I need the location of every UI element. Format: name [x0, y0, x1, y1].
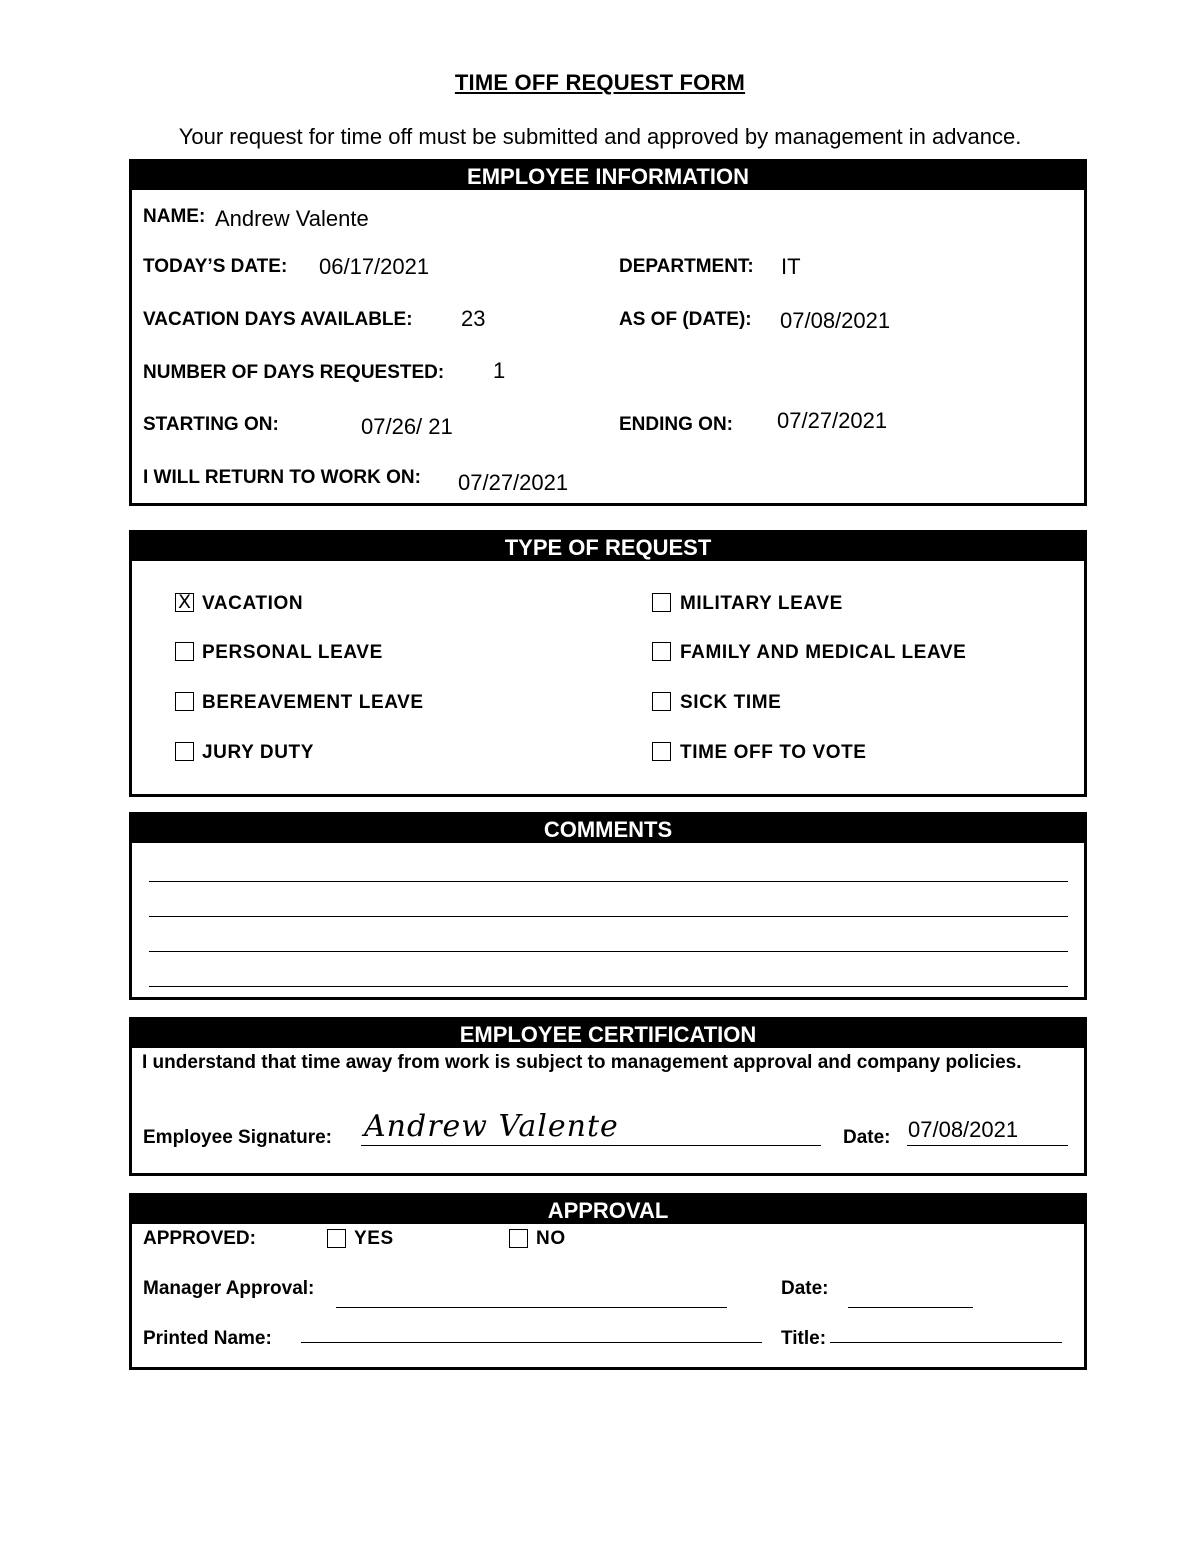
days-requested-value[interactable]: 1 — [493, 358, 506, 383]
title-label: Title: — [781, 1328, 827, 1349]
employee-information-heading: EMPLOYEE INFORMATION — [132, 162, 1084, 190]
vacation-days-value[interactable]: 23 — [461, 306, 486, 331]
approved-yes-label: YES — [354, 1228, 394, 1249]
approval-date-label: Date: — [781, 1278, 829, 1299]
ending-on-label: ENDING ON: — [619, 414, 733, 435]
request-type-heading: TYPE OF REQUEST — [132, 533, 1084, 561]
return-to-work-value[interactable]: 07/27/2021 — [458, 470, 569, 495]
intro-text: Your request for time off must be submitted and approved by management in advance. — [178, 124, 1022, 149]
time-off-to-vote-option-label: TIME OFF TO VOTE — [680, 742, 867, 763]
bereavement-leave-option-label: BEREAVEMENT LEAVE — [202, 692, 424, 713]
approval-heading: APPROVAL — [132, 1196, 1084, 1224]
approval-date-line[interactable] — [848, 1307, 973, 1308]
sick-time-option-label: SICK TIME — [680, 692, 782, 713]
signature-line — [361, 1145, 821, 1146]
name-value[interactable]: Andrew Valente — [215, 206, 369, 231]
personal-leave-option-label: PERSONAL LEAVE — [202, 642, 383, 663]
comments-section[interactable] — [129, 812, 1087, 1000]
approved-no-label: NO — [536, 1228, 566, 1249]
todays-date-value[interactable]: 06/17/2021 — [319, 254, 430, 279]
certification-date-label: Date: — [843, 1127, 891, 1148]
vacation-option-label: VACATION — [202, 593, 304, 614]
todays-date-label: TODAY’S DATE: — [143, 256, 288, 277]
as-of-label: AS OF (DATE): — [619, 309, 752, 330]
form-title: TIME OFF REQUEST FORM — [454, 70, 746, 95]
jury-duty-option-label: JURY DUTY — [202, 742, 315, 763]
comment-line — [149, 881, 1068, 882]
check-mark-icon: X — [177, 591, 192, 613]
return-to-work-label: I WILL RETURN TO WORK ON: — [143, 467, 421, 488]
certification-heading: EMPLOYEE CERTIFICATION — [132, 1020, 1084, 1048]
as-of-value[interactable]: 07/08/2021 — [780, 308, 891, 333]
ending-on-value[interactable]: 07/27/2021 — [777, 408, 888, 433]
comments-heading: COMMENTS — [132, 815, 1084, 843]
days-requested-label: NUMBER OF DAYS REQUESTED: — [143, 362, 445, 383]
military-leave-option-label: MILITARY LEAVE — [680, 593, 843, 614]
employee-signature[interactable]: Andrew Valente — [364, 1109, 619, 1144]
jury-duty-checkbox[interactable] — [175, 742, 194, 761]
manager-approval-line[interactable] — [336, 1307, 727, 1308]
comment-line — [149, 986, 1068, 987]
military-leave-checkbox[interactable] — [652, 593, 671, 612]
vacation-checkbox[interactable] — [175, 593, 194, 612]
employee-signature-label: Employee Signature: — [143, 1127, 332, 1148]
approved-no-checkbox[interactable] — [509, 1229, 528, 1248]
starting-on-value[interactable]: 07/26/ 21 — [361, 414, 453, 439]
department-value[interactable]: IT — [781, 254, 801, 279]
department-label: DEPARTMENT: — [619, 256, 754, 277]
comment-line — [149, 951, 1068, 952]
bereavement-leave-checkbox[interactable] — [175, 692, 194, 711]
approval-section — [129, 1193, 1087, 1370]
certification-statement: I understand that time away from work is subject to management approval and company policies. — [142, 1052, 1022, 1073]
name-label: NAME: — [143, 206, 206, 227]
employee-certification-section — [129, 1017, 1087, 1176]
comment-line — [149, 916, 1068, 917]
family-medical-leave-checkbox[interactable] — [652, 642, 671, 661]
approved-yes-checkbox[interactable] — [327, 1229, 346, 1248]
vacation-days-label: VACATION DAYS AVAILABLE: — [143, 309, 413, 330]
sick-time-checkbox[interactable] — [652, 692, 671, 711]
employee-information-section — [129, 159, 1087, 506]
certification-date-line — [907, 1145, 1068, 1146]
request-type-section — [129, 530, 1087, 797]
time-off-to-vote-checkbox[interactable] — [652, 742, 671, 761]
manager-approval-label: Manager Approval: — [143, 1278, 315, 1299]
approved-label: APPROVED: — [143, 1228, 256, 1249]
family-medical-leave-option-label: FAMILY AND MEDICAL LEAVE — [680, 642, 967, 663]
printed-name-line[interactable] — [301, 1342, 762, 1343]
starting-on-label: STARTING ON: — [143, 414, 279, 435]
title-line[interactable] — [830, 1342, 1062, 1343]
personal-leave-checkbox[interactable] — [175, 642, 194, 661]
certification-date-value[interactable]: 07/08/2021 — [908, 1117, 1019, 1142]
printed-name-label: Printed Name: — [143, 1328, 272, 1349]
